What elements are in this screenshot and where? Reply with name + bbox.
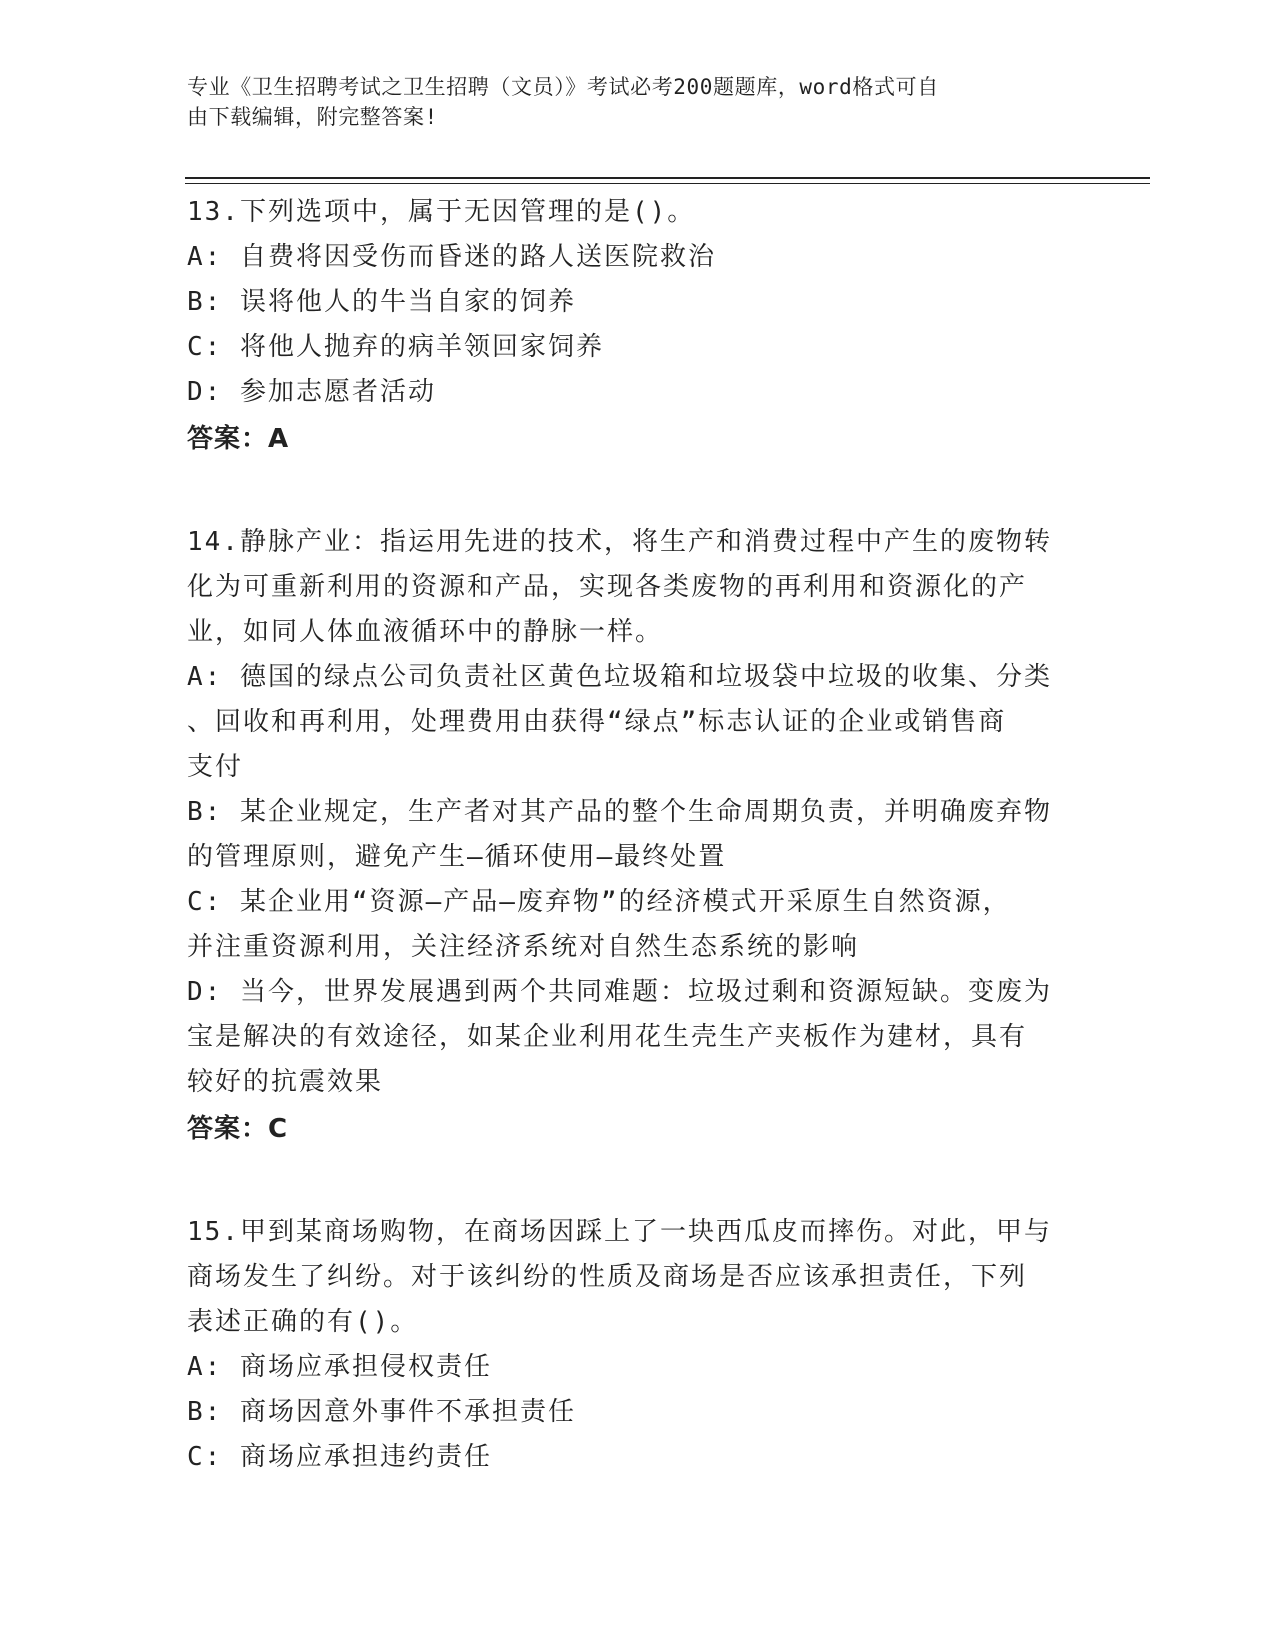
answer: 答案：C [187,1114,289,1144]
question-stem-line: 表述正确的有()。 [187,1307,419,1337]
option-c-cont: 并注重资源利用，关注经济系统对自然生态系统的影响 [187,932,860,962]
header-line-1: 专业《卫生招聘考试之卫生招聘（文员）》考试必考200题题库，word格式可自 [187,75,939,99]
question-13 [187,190,1077,463]
question-stem-line: 业，如同人体血液循环中的静脉一样。 [187,617,664,647]
document-header [187,72,1067,132]
question-spacer [187,1153,1077,1210]
option-d: D: 参加志愿者活动 [187,377,436,407]
option-d: D: 当今，世界发展遇到两个共同难题：垃圾过剩和资源短缺。变废为 [187,977,1052,1007]
option-b-cont: 的管理原则，避免产生—循环使用—最终处置 [187,842,727,872]
option-b: B: 商场因意外事件不承担责任 [187,1397,576,1427]
question-list [187,190,1077,1480]
option-c: C: 将他人抛弃的病羊领回家饲养 [187,332,604,362]
option-c: C: 商场应承担违约责任 [187,1442,492,1472]
option-d-cont: 较好的抗震效果 [187,1067,384,1097]
header-divider-thin [185,183,1150,184]
option-b: B: 误将他人的牛当自家的饲养 [187,287,576,317]
option-c: C: 某企业用“资源—产品—废弃物”的经济模式开采原生自然资源， [187,887,1011,917]
question-stem-line: 14.静脉产业：指运用先进的技术，将生产和消费过程中产生的废物转 [187,527,1052,557]
option-a-cont: 支付 [187,752,244,782]
option-d-cont: 宝是解决的有效途径，如某企业利用花生壳生产夹板作为建材，具有 [187,1022,1028,1052]
option-b: B: 某企业规定，生产者对其产品的整个生命周期负责，并明确废弃物 [187,797,1052,827]
option-a: A: 商场应承担侵权责任 [187,1352,492,1382]
question-15 [187,1210,1077,1480]
question-stem: 13.下列选项中，属于无因管理的是()。 [187,197,696,227]
question-stem-line: 15.甲到某商场购物，在商场因踩上了一块西瓜皮而摔伤。对此，甲与 [187,1217,1052,1247]
option-a: A: 德国的绿点公司负责社区黄色垃圾箱和垃圾袋中垃圾的收集、分类 [187,662,1052,692]
option-a: A: 自费将因受伤而昏迷的路人送医院救治 [187,242,716,272]
question-14 [187,520,1077,1153]
header-line-2: 由下载编辑，附完整答案! [187,105,438,129]
header-divider-thick [185,177,1150,179]
option-a-cont: 、回收和再利用，处理费用由获得“绿点”标志认证的企业或销售商 [187,707,1007,737]
question-stem-line: 化为可重新利用的资源和产品，实现各类废物的再利用和资源化的产 [187,572,1028,602]
question-spacer [187,463,1077,520]
question-stem-line: 商场发生了纠纷。对于该纠纷的性质及商场是否应该承担责任，下列 [187,1262,1028,1292]
answer: 答案：A [187,424,290,454]
